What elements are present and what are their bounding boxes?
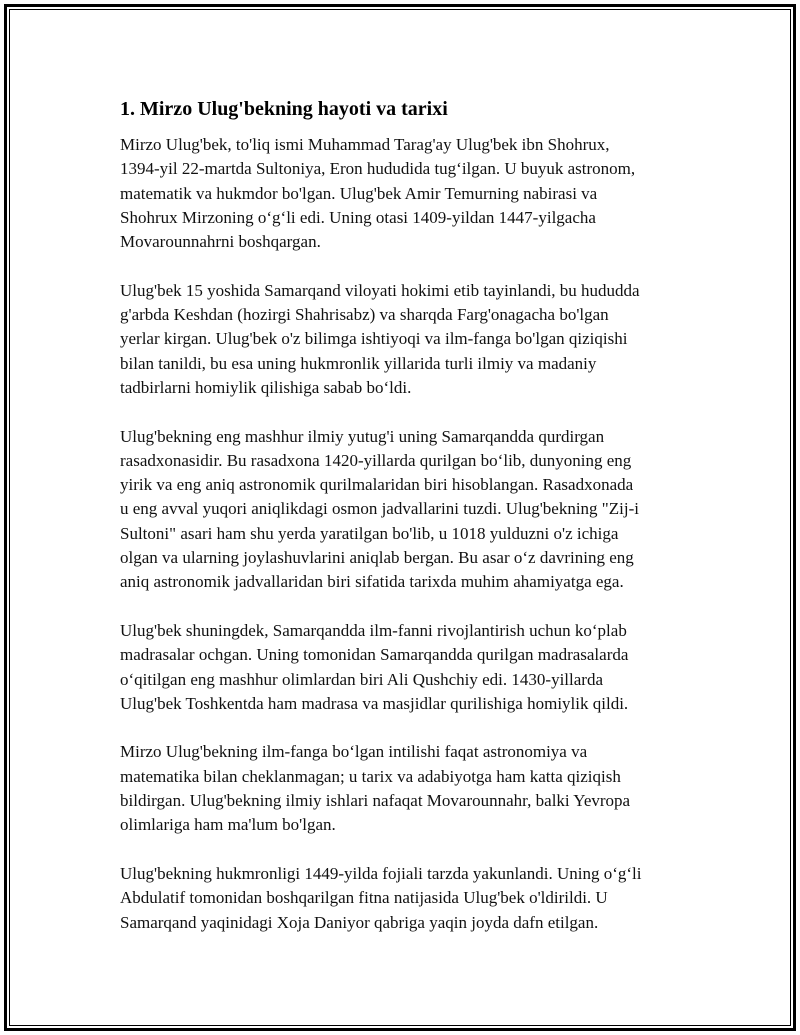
paragraph-6 <box>120 862 700 935</box>
text-line: Movarounnahrni boshqargan. <box>120 232 321 252</box>
paragraph-3 <box>120 425 700 595</box>
text-line: madrasalar ochgan. Uning tomonidan Samarqandda qurilgan madrasalarda <box>120 645 629 665</box>
text-line: aniq astronomik jadvallaridan biri sifatida tarixda muhim ahamiyatga ega. <box>120 572 624 592</box>
text-line: Mirzo Ulug'bekning ilm-fanga bo‘lgan intilishi faqat astronomiya va <box>120 742 588 762</box>
page-border <box>4 4 796 1031</box>
section-heading: 1. Mirzo Ulug'bekning hayoti va tarixi <box>120 98 448 120</box>
text-line: matematik va hukmdor bo'lgan. Ulug'bek Amir Temurning nabirasi va <box>120 183 598 203</box>
text-line: yerlar kirgan. Ulug'bek o'z bilimga ishtiyoqi va ilm-fanga bo'lgan qiziqishi <box>120 329 628 349</box>
text-line: Ulug'bek shuningdek, Samarqandda ilm-fanni rivojlantirish uchun ko‘plab <box>120 620 627 640</box>
paragraph-2 <box>120 279 700 400</box>
text-line: u eng avval yuqori aniqlikdagi osmon jadvallarini tuzdi. Ulug'bekning "Zij-i <box>120 499 639 519</box>
text-line: yirik va eng aniq astronomik qurilmalaridan biri hisoblangan. Rasadxonada <box>120 475 634 495</box>
paragraph-1 <box>120 133 700 254</box>
text-line: g'arbda Keshdan (hozirgi Shahrisabz) va sharqda Farg'onagacha bo'lgan <box>120 305 609 325</box>
text-line: Ulug'bek 15 yoshida Samarqand viloyati hokimi etib tayinlandi, bu hududda <box>120 280 640 300</box>
text-line: Samarqand yaqinidagi Xoja Daniyor qabriga yaqin joyda dafn etilgan. <box>120 912 599 932</box>
text-line: bildirgan. Ulug'bekning ilmiy ishlari nafaqat Movarounnahr, balki Yevropa <box>120 791 631 811</box>
text-line: matematika bilan cheklanmagan; u tarix va adabiyotga ham katta qiziqish <box>120 766 621 786</box>
text-line: 1394-yil 22-martda Sultoniya, Eron hududida tug‘ilgan. U buyuk astronom, <box>120 159 636 179</box>
text-line: Ulug'bekning eng mashhur ilmiy yutug'i uning Samarqandda qurdirgan <box>120 426 605 446</box>
paragraph-4 <box>120 619 700 716</box>
text-line: Ulug'bekning hukmronligi 1449-yilda fojiali tarzda yakunlandi. Uning o‘g‘li <box>120 863 642 883</box>
text-line: olimlariga ham ma'lum bo'lgan. <box>120 815 336 835</box>
text-line: o‘qitilgan eng mashhur olimlardan biri Ali Qushchiy edi. 1430-yillarda <box>120 669 603 689</box>
text-line: Abdulatif tomonidan boshqarilgan fitna natijasida Ulug'bek o'ldirildi. U <box>120 888 608 908</box>
text-line: rasadxonasidir. Bu rasadxona 1420-yillarda qurilgan bo‘lib, dunyoning eng <box>120 450 632 470</box>
paragraph-5 <box>120 740 700 837</box>
text-line: Ulug'bek Toshkentda ham madrasa va masjidlar qurilishiga homiylik qildi. <box>120 693 629 713</box>
text-line: bilan tanildi, bu esa uning hukmronlik yillarida turli ilmiy va madaniy <box>120 353 597 373</box>
document-body <box>120 97 700 959</box>
text-line: Mirzo Ulug'bek, to'liq ismi Muhammad Tarag'ay Ulug'bek ibn Shohrux, <box>120 135 610 154</box>
text-line: Sultoni" asari ham shu yerda yaratilgan bo'lib, u 1018 yulduzni o'z ichiga <box>120 523 619 543</box>
text-line: tadbirlarni homiylik qilishiga sabab bo‘ldi. <box>120 377 412 397</box>
text-line: olgan va ularning joylashuvlarini aniqlab bergan. Bu asar o‘z davrining eng <box>120 548 634 568</box>
text-line: Shohrux Mirzoning o‘g‘li edi. Uning otasi 1409-yildan 1447-yilgacha <box>120 207 596 227</box>
